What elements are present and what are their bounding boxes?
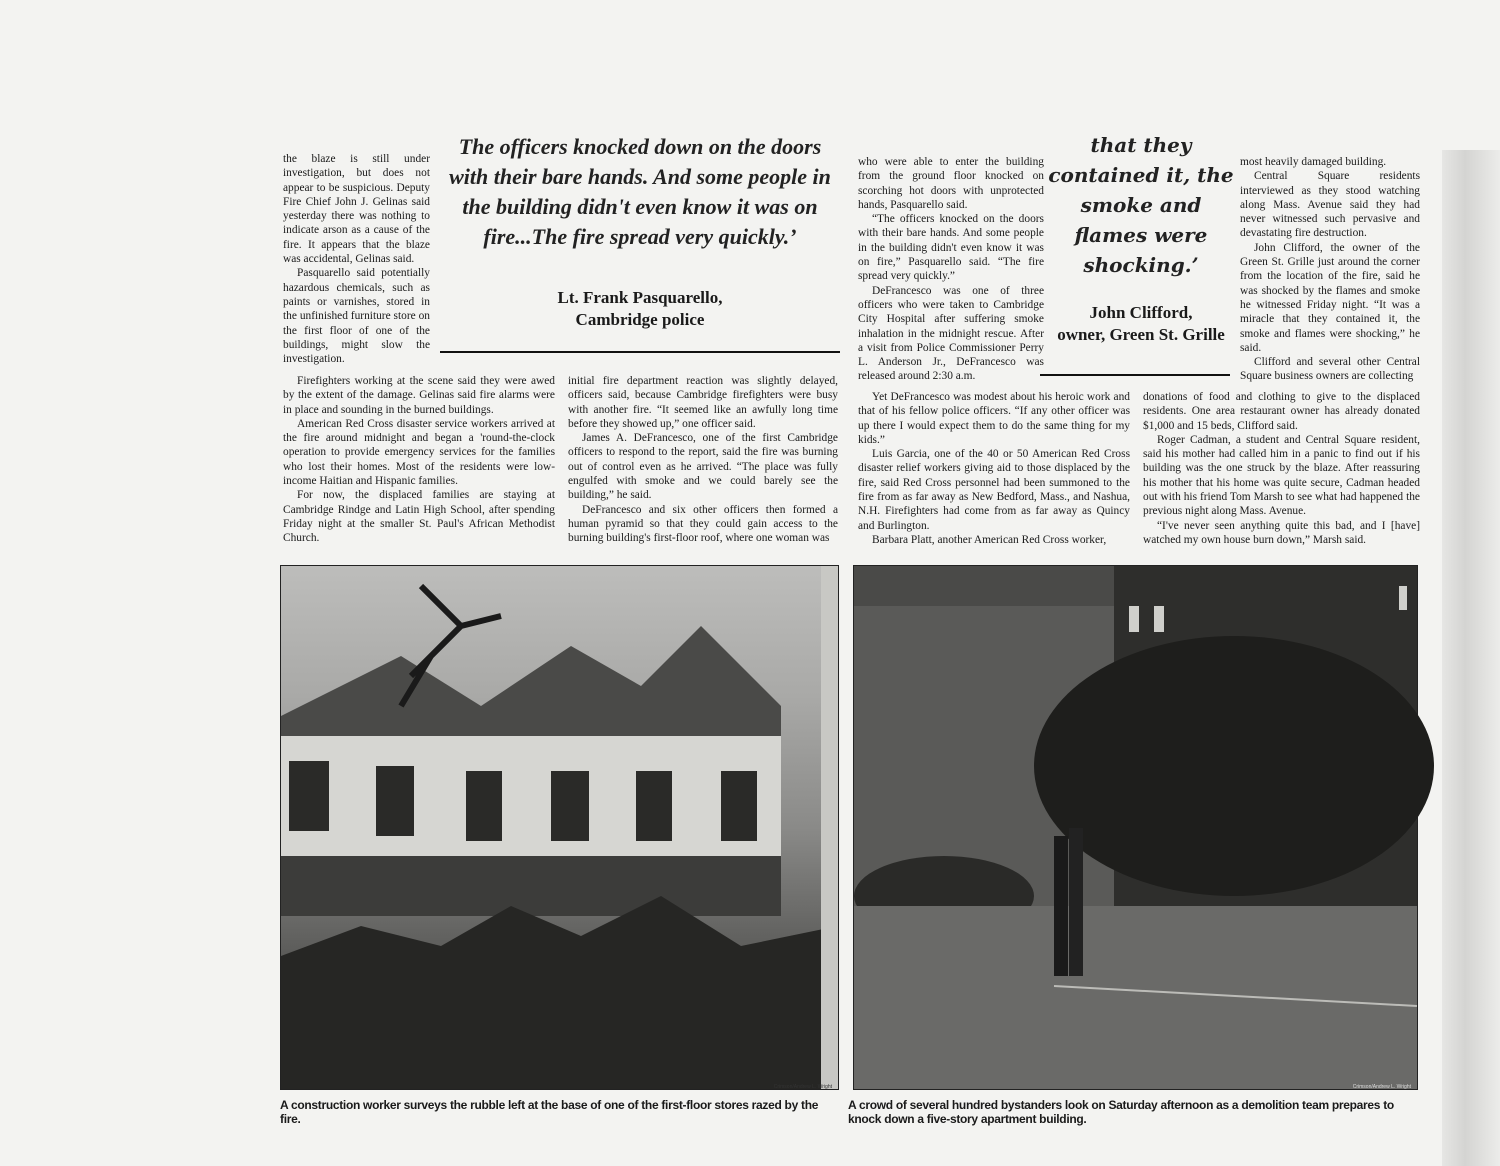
article-column-c-wide	[858, 390, 1130, 547]
article-column-a-narrow	[283, 152, 430, 366]
pull-quote-text: that they contained it, the smoke and flames were shocking.’	[1048, 133, 1234, 277]
article-column-d-wide	[1143, 390, 1420, 547]
divider-rule	[1040, 374, 1230, 376]
pull-quote-title: Cambridge police	[575, 310, 705, 329]
divider-rule	[440, 351, 840, 353]
article-paragraph: “I've never seen anything quite this bad, and I [have] watched my own house burn down,” Marsh said.	[1143, 519, 1420, 546]
rubble-scene-illustration	[281, 566, 838, 1089]
pull-quote-pasquarello	[438, 134, 842, 278]
article-paragraph: “The officers knocked on the doors with their bare hands. And some people in the building didn't even know it was on fire,” Pasquarello said. “The fire spread very quickly.”	[858, 213, 1044, 283]
scan-edge	[1442, 150, 1500, 1166]
pull-quote-name: John Clifford,	[1089, 303, 1193, 322]
article-paragraph: Luis Garcia, one of the 40 or 50 American Red Cross disaster relief workers giving aid to those displaced by the fire, said Red Cross personnel had been summoned to the fire from as far away as New Bedford, Mass., and Nashua, N.H. Firefighters had come from as far away as Quincy and Burlington.	[858, 448, 1130, 532]
article-paragraph: James A. DeFrancesco, one of the first Cambridge officers to respond to the report, said the fire was burning out of control even as he arrived. “The place was fully engulfed with smoke and we could barely see the building,” he said.	[568, 432, 838, 502]
article-column-a-wide	[283, 374, 555, 546]
article-paragraph: Roger Cadman, a student and Central Square resident, said his mother had called him in a panic to find out if his building was the one struck by the blaze. After reassuring his mother that his home was quite secure, Cadman headed out with his friend Tom Marsh to see what had happened the previous night along Mass. Avenue.	[1143, 433, 1420, 518]
pull-quote-title: owner, Green St. Grille	[1057, 325, 1225, 344]
photo-credit: Crimson/Andrew L. Wright	[773, 1084, 832, 1090]
article-paragraph: DeFrancesco and six other officers then formed a human pyramid so that they could gain access to the burning building's first-floor roof, where one woman was	[568, 503, 838, 545]
article-column-d-narrow	[1240, 155, 1420, 384]
photo-rubble	[280, 565, 839, 1090]
photo-credit: Crimson/Andrew L. Wright	[1352, 1084, 1411, 1090]
article-paragraph: Yet DeFrancesco was modest about his heroic work and that of his fellow police officers. “If any other officer was up there I would expect them to do the same thing for my kids.”	[858, 391, 1130, 446]
article-column-b	[568, 374, 838, 546]
photo-caption: A crowd of several hundred bystanders look on Saturday afternoon as a demolition team prepares to knock down a five-story apartment building.	[848, 1098, 1394, 1126]
street-scene-illustration	[854, 566, 1417, 1089]
article-paragraph: the blaze is still under investigation, but does not appear to be suspicious. Deputy Fire Chief John J. Gelinas said yesterday there was nothing to indicate arson as a cause of the fire. It appears that the blaze was accidental, Gelinas said.	[283, 153, 430, 266]
article-column-c-narrow	[858, 155, 1044, 384]
article-paragraph: Pasquarello said potentially hazardous chemicals, such as paints or varnishes, stored in the unfinished furniture store on the first floor of one of the buildings, might slow the investigation.	[283, 267, 430, 366]
article-paragraph: most heavily damaged building.	[1240, 156, 1387, 168]
article-paragraph: donations of food and clothing to give to the displaced residents. One area restaurant owner has already donated $1,000 and 15 beds, Clifford said.	[1143, 391, 1420, 432]
article-paragraph: John Clifford, the owner of the Green St. Grille just around the corner from the location of the fire, said he was shocked by the flames and smoke he witnessed Friday night. “It was a miracle that they contained it, the smoke and flames were shocking,” he said.	[1240, 241, 1420, 354]
pull-quote-name: Lt. Frank Pasquarello,	[557, 288, 723, 307]
article-paragraph: initial fire department reaction was slightly delayed, officers said, because Cambridge firefighters were busy with another fire. “It seemed like an awfully long time before they showed up,” one officer said.	[568, 375, 838, 430]
article-paragraph: Clifford and several other Central Square business owners are collecting	[1240, 356, 1420, 383]
article-paragraph: Central Square residents interviewed as they stood watching along Mass. Avenue said they had never witnessed such pervasive and devastating fire destruction.	[1240, 170, 1420, 240]
photo-bystanders	[853, 565, 1418, 1090]
article-paragraph: DeFrancesco was one of three officers who were taken to Cambridge City Hospital after suffering smoke inhalation in the midnight rescue. After a visit from Police Commissioner Perry L. Anderson Jr., DeFrancesco was released around 2:30 a.m.	[858, 284, 1044, 383]
article-paragraph: For now, the displaced families are staying at Cambridge Rindge and Latin High School, after spending Friday night at the smaller St. Paul's African Methodist Church.	[283, 489, 555, 545]
article-paragraph: Firefighters working at the scene said they were awed by the extent of the damage. Gelinas said fire alarms were in place and sounding in the burned buildings.	[283, 375, 555, 416]
photo-caption: A construction worker surveys the rubble left at the base of one of the first-floor stores razed by the fire.	[280, 1098, 819, 1126]
article-paragraph: Barbara Platt, another American Red Cross worker,	[872, 533, 1107, 546]
pull-quote-clifford	[1048, 133, 1234, 344]
article-paragraph: American Red Cross disaster service workers arrived at the fire around midnight and began a 'round-the-clock operation to provide emergency services for the families who lost their homes. Most of the residents were low-income Haitian and Hispanic families.	[283, 417, 555, 488]
article-paragraph: who were able to enter the building from the ground floor knocked on scorching hot doors with unprotected hands, Pasquarello said.	[858, 156, 1044, 211]
pull-quote-text: The officers knocked down on the doors with their bare hands. And some people in the building didn't even know it was on fire...The fire spread very quickly.’	[449, 134, 831, 249]
